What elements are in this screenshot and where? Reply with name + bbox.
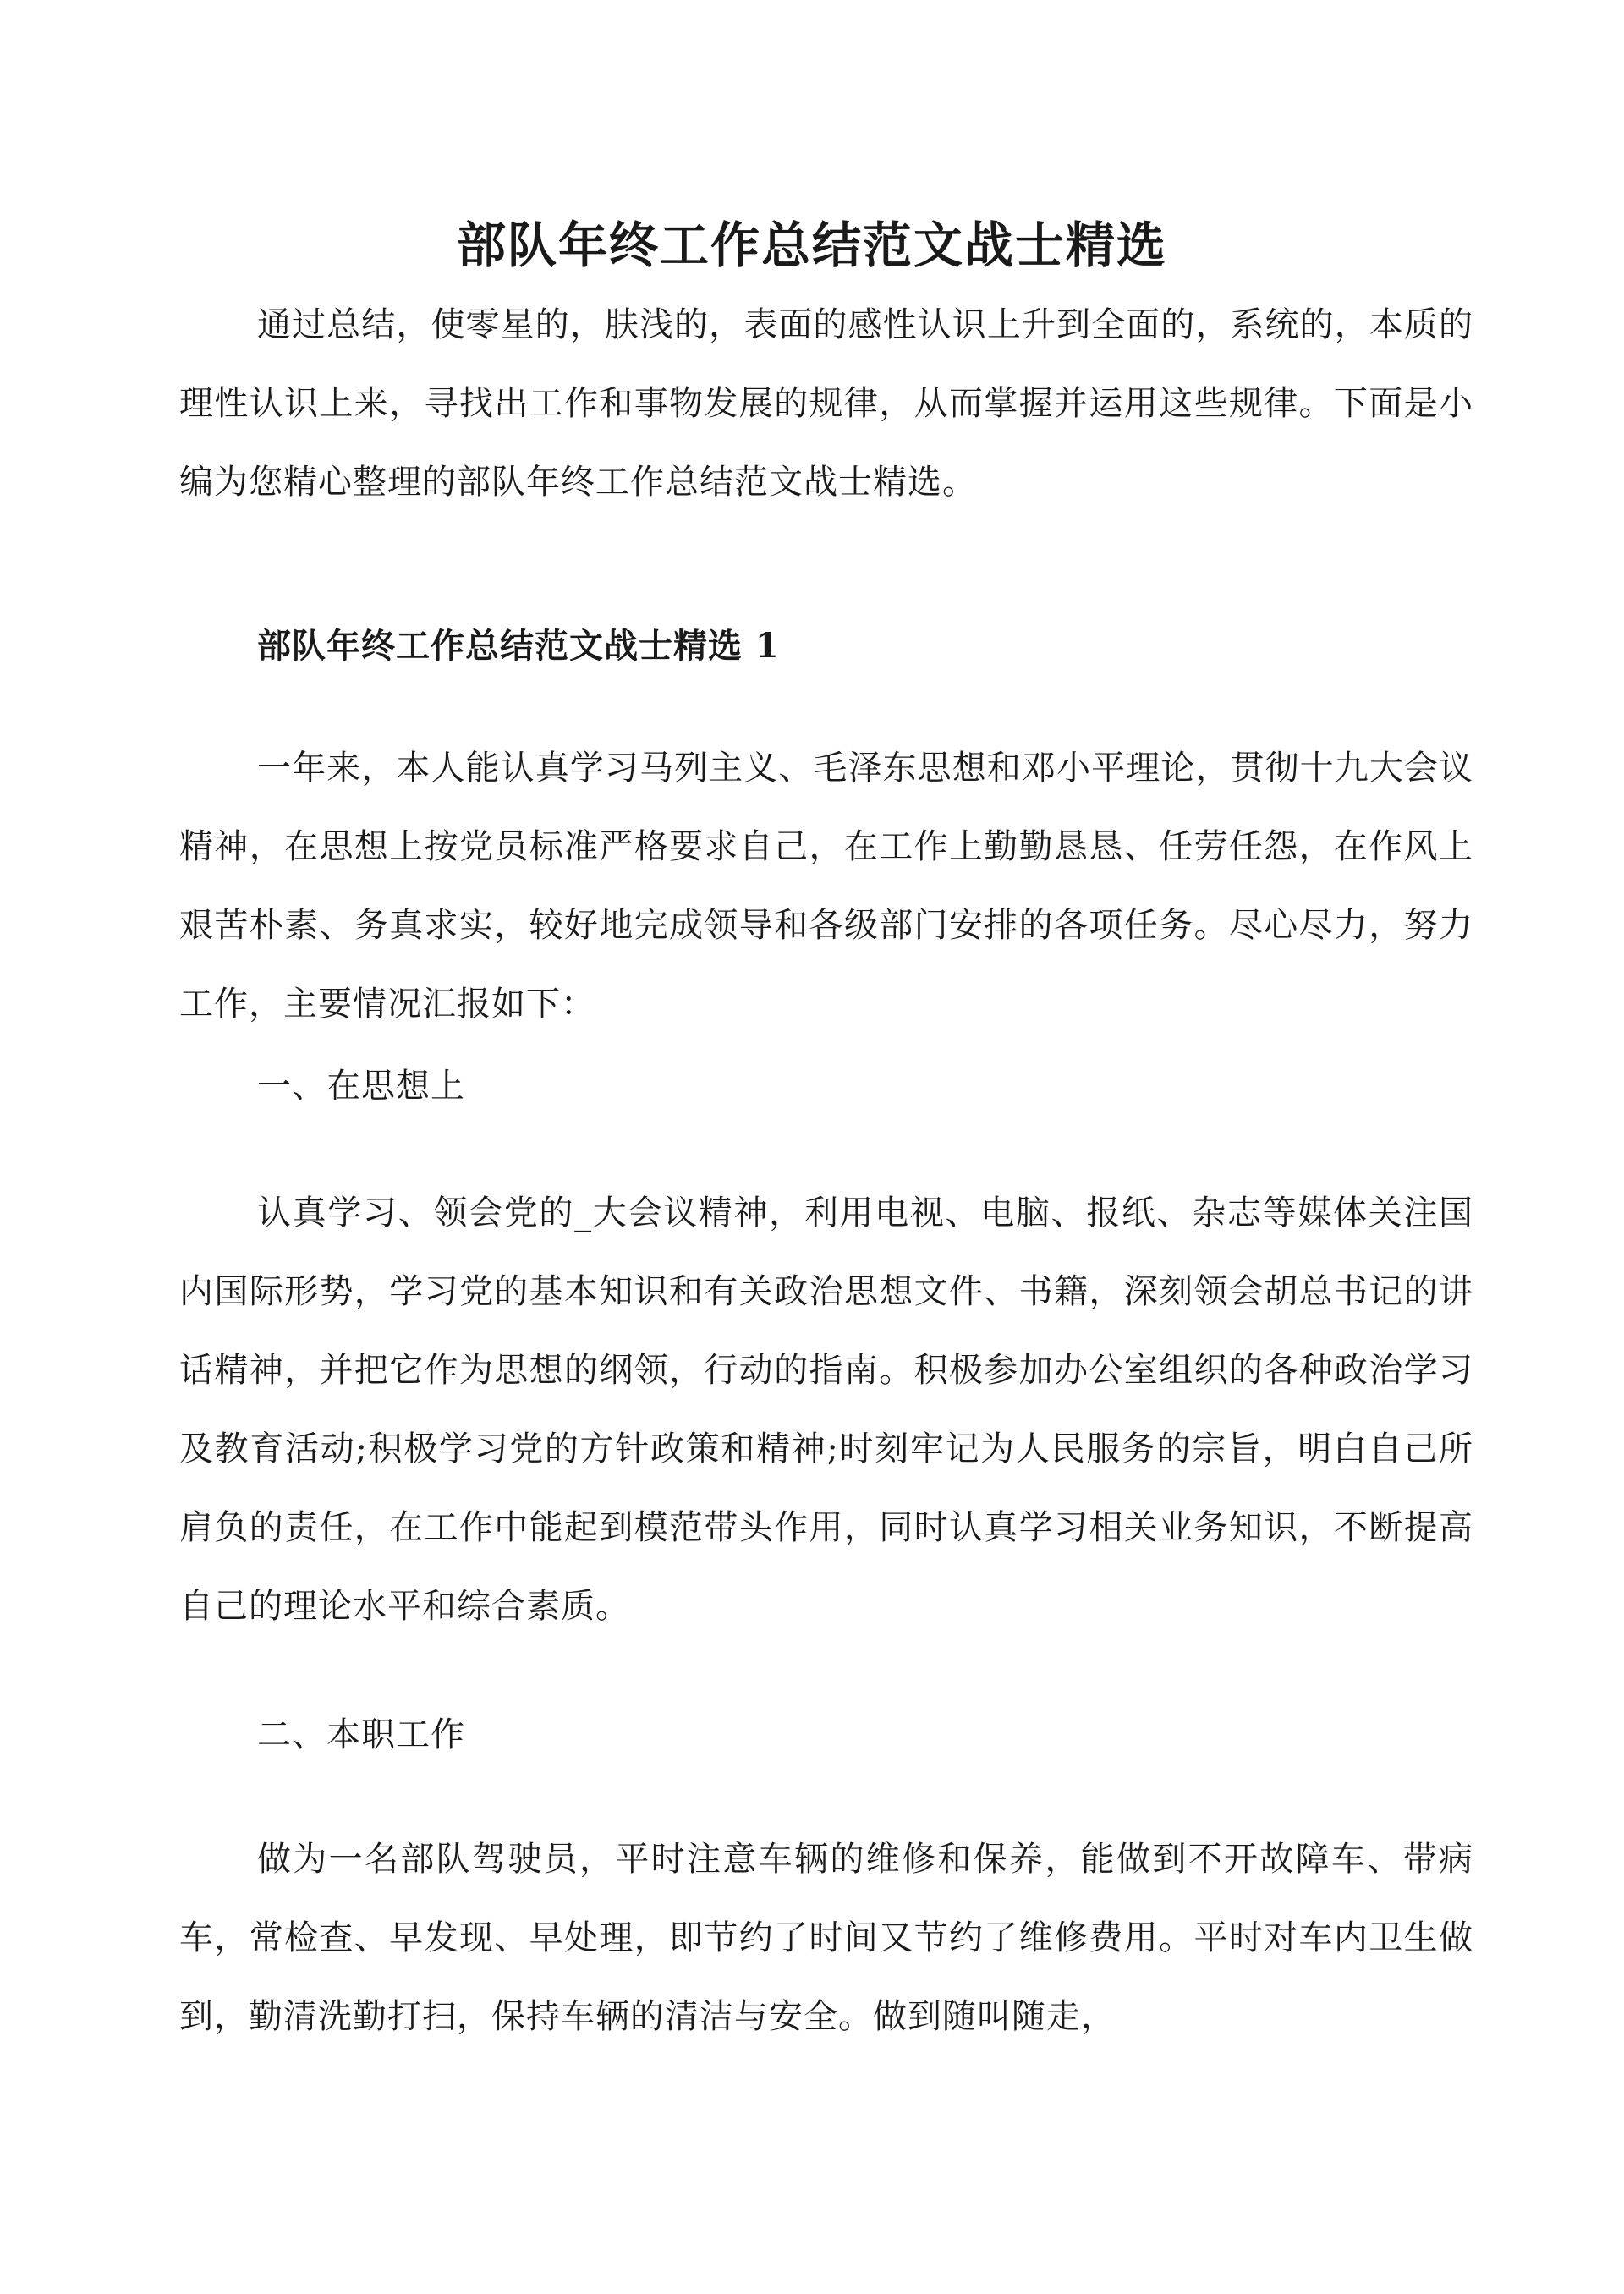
section-heading-1: 部队年终工作总结范文战士精选 1 [257, 626, 780, 666]
document-title: 部队年终工作总结范文战士精选 [456, 217, 1167, 274]
intro-paragraph: 通过总结，使零星的，肤浅的，表面的感性认识上升到全面的，系统的，本质的理性认识上来，寻找出工作和事物发展的规律，从而掌握并运用这些规律。下面是小编为您精心整理的部队年终工作总结范文战士精选。 [179, 305, 1473, 502]
body-paragraph-thought: 认真学习、领会党的_大会议精神，利用电视、电脑、报纸、杂志等媒体关注国内国际形势，学习党的基本知识和有关政治思想文件、书籍，深刻领会胡总书记的讲话精神，并把它作为思想的纲领，行动的指南。积极参加办公室组织的各种政治学习及教育活动;积极学习党的方针政策和精神;时刻牢记为人民服务的宗旨，明白自己所肩负的责任，在工作中能起到模范带头作用，同时认真学习相关业务知识，不断提高自己的理论水平和综合素质。 [179, 1194, 1473, 1626]
subheading-duty: 二、本职工作 [257, 1715, 465, 1754]
subheading-thought: 一、在思想上 [257, 1067, 465, 1106]
body-paragraph-summary: 一年来，本人能认真学习马列主义、毛泽东思想和邓小平理论，贯彻十九大会议精神，在思想上按党员标准严格要求自己，在工作上勤勤恳恳、任劳任怨，在作风上艰苦朴素、务真求实，较好地完成领导和各级部门安排的各项任务。尽心尽力，努力工作，主要情况汇报如下： [179, 749, 1473, 1024]
body-paragraph-duty: 做为一名部队驾驶员，平时注意车辆的维修和保养，能做到不开故障车、带病车，常检查、早发现、早处理，即节约了时间又节约了维修费用。平时对车内卫生做到，勤清洗勤打扫，保持车辆的清洁与安全。做到随叫随走， [179, 1840, 1473, 2036]
